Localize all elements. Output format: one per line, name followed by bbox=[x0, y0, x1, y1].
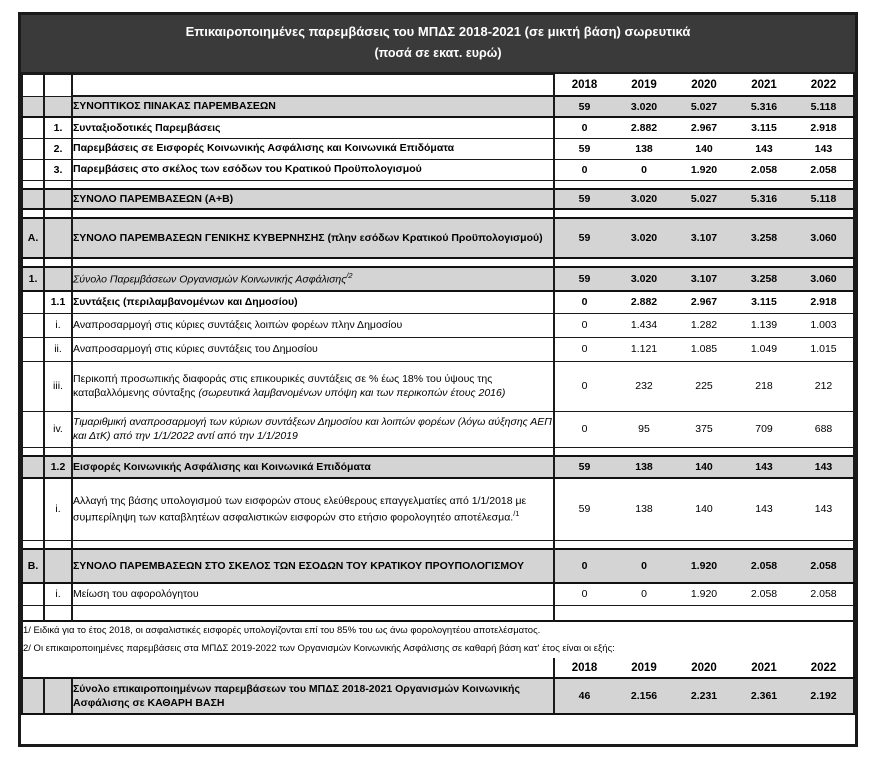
row-label: Εισφορές Κοινωνικής Ασφάλισης και Κοινωνικά Επιδόματα bbox=[72, 456, 554, 478]
spacer-cell bbox=[674, 209, 734, 218]
row-label: ΣΥΝΟΛΟ ΠΑΡΕΜΒΑΣΕΩΝ ΓΕΝΙΚΗΣ ΚΥΒΕΡΝΗΣΗΣ (πλην εσόδων Κρατικού Προϋπολογισμού) bbox=[72, 218, 554, 258]
row-index-a: Α. bbox=[22, 218, 44, 258]
bottom-year-header-row bbox=[22, 658, 854, 678]
table-row bbox=[22, 117, 854, 138]
spacer-cell bbox=[794, 258, 854, 267]
table-row bbox=[22, 96, 854, 117]
bottom-year-header-2018: 2018 bbox=[554, 658, 614, 678]
row-value-2020: 1.920 bbox=[674, 159, 734, 180]
row-value-2022: 5.118 bbox=[794, 96, 854, 117]
spacer-cell bbox=[614, 605, 674, 621]
row-index-a: 1. bbox=[22, 267, 44, 291]
spacer-row bbox=[22, 605, 854, 621]
row-index-b: 2. bbox=[44, 138, 72, 159]
row-value-2021: 5.316 bbox=[734, 189, 794, 209]
row-value-2022: 1.015 bbox=[794, 337, 854, 361]
spacer-cell bbox=[554, 180, 614, 189]
row-value-2021: 2.058 bbox=[734, 549, 794, 583]
spacer-row bbox=[22, 209, 854, 218]
spacer-cell bbox=[72, 209, 554, 218]
row-value-2020: 3.107 bbox=[674, 267, 734, 291]
row-value-2020: 375 bbox=[674, 411, 734, 447]
spacer-cell bbox=[44, 209, 72, 218]
table-row bbox=[22, 313, 854, 337]
row-value-2020: 2.967 bbox=[674, 117, 734, 138]
row-value-2018: 59 bbox=[554, 267, 614, 291]
spacer-cell bbox=[794, 605, 854, 621]
spacer-cell bbox=[794, 540, 854, 549]
bottom-row-value-2021: 2.361 bbox=[734, 678, 794, 714]
table-row bbox=[22, 411, 854, 447]
table-row bbox=[22, 218, 854, 258]
bottom-row-value-2022: 2.192 bbox=[794, 678, 854, 714]
row-value-2019: 95 bbox=[614, 411, 674, 447]
row-value-2022: 143 bbox=[794, 456, 854, 478]
row-value-2019: 0 bbox=[614, 583, 674, 605]
spacer-row bbox=[22, 540, 854, 549]
title-line-2: (ποσά σε εκατ. ευρώ) bbox=[374, 46, 502, 61]
row-value-2018: 59 bbox=[554, 478, 614, 540]
spacer-cell bbox=[72, 540, 554, 549]
row-value-2022: 3.060 bbox=[794, 218, 854, 258]
row-label: Αναπροσαρμογή στις κύριες συντάξεις του Δημοσίου bbox=[72, 337, 554, 361]
row-value-2022: 5.118 bbox=[794, 189, 854, 209]
row-value-2018: 0 bbox=[554, 291, 614, 313]
row-label: Συνταξιοδοτικές Παρεμβάσεις bbox=[72, 117, 554, 138]
row-value-2019: 232 bbox=[614, 361, 674, 411]
row-value-2021: 3.115 bbox=[734, 291, 794, 313]
row-index-a bbox=[22, 478, 44, 540]
row-index-a bbox=[22, 583, 44, 605]
bottom-row-label: Σύνολο επικαιροποιημένων παρεμβάσεων του ΜΠΔΣ 2018-2021 Οργανισμών Κοινωνικής Ασφάλισης σε ΚΑΘΑΡΗ ΒΑΣΗ bbox=[72, 678, 554, 714]
spacer-cell bbox=[44, 540, 72, 549]
row-index-a bbox=[22, 291, 44, 313]
row-label: Μείωση του αφορολόγητου bbox=[72, 583, 554, 605]
row-index-b: 1.2 bbox=[44, 456, 72, 478]
row-value-2019: 3.020 bbox=[614, 96, 674, 117]
row-value-2021: 5.316 bbox=[734, 96, 794, 117]
bottom-header-spacer-a bbox=[22, 658, 44, 678]
row-value-2020: 140 bbox=[674, 138, 734, 159]
spacer-cell bbox=[794, 209, 854, 218]
row-value-2021: 3.258 bbox=[734, 218, 794, 258]
spacer-cell bbox=[72, 180, 554, 189]
row-value-2019: 3.020 bbox=[614, 267, 674, 291]
row-value-2022: 143 bbox=[794, 478, 854, 540]
table-frame bbox=[18, 12, 858, 747]
row-label-text: Περικοπή προσωπικής διαφοράς στις επικουρικές συντάξεις σε % έως 18% του ύψους της καταβαλλόμενης σύνταξης bbox=[73, 372, 493, 400]
row-value-2021: 1.049 bbox=[734, 337, 794, 361]
row-value-2022: 1.003 bbox=[794, 313, 854, 337]
row-label: Αναπροσαρμογή στις κύριες συντάξεις λοιπών φορέων πλην Δημοσίου bbox=[72, 313, 554, 337]
table-row bbox=[22, 361, 854, 411]
row-index-b bbox=[44, 96, 72, 117]
row-value-2018: 59 bbox=[554, 456, 614, 478]
spacer-cell bbox=[22, 209, 44, 218]
spacer-cell bbox=[22, 258, 44, 267]
spacer-cell bbox=[674, 447, 734, 456]
year-header-2021: 2021 bbox=[734, 74, 794, 96]
spacer-cell bbox=[22, 605, 44, 621]
spacer-cell bbox=[734, 180, 794, 189]
row-label bbox=[72, 478, 554, 540]
bottom-table-row bbox=[22, 678, 854, 714]
row-value-2022: 143 bbox=[794, 138, 854, 159]
spacer-cell bbox=[22, 180, 44, 189]
row-value-2018: 0 bbox=[554, 549, 614, 583]
row-value-2018: 59 bbox=[554, 218, 614, 258]
spacer-cell bbox=[734, 540, 794, 549]
bottom-row-index-a bbox=[22, 678, 44, 714]
row-value-2020: 140 bbox=[674, 478, 734, 540]
row-value-2018: 0 bbox=[554, 337, 614, 361]
row-index-a bbox=[22, 361, 44, 411]
spacer-cell bbox=[734, 258, 794, 267]
row-value-2021: 218 bbox=[734, 361, 794, 411]
header-spacer-text bbox=[72, 74, 554, 96]
row-index-b: iv. bbox=[44, 411, 72, 447]
header-spacer-b bbox=[44, 74, 72, 96]
row-value-2018: 0 bbox=[554, 361, 614, 411]
row-label-text: Σύνολο Παρεμβάσεων Οργανισμών Κοινωνικής Ασφάλισης bbox=[73, 273, 347, 286]
row-index-a bbox=[22, 456, 44, 478]
row-index-b: ii. bbox=[44, 337, 72, 361]
row-value-2019: 2.882 bbox=[614, 117, 674, 138]
row-index-b: i. bbox=[44, 583, 72, 605]
row-label: Συντάξεις (περιλαμβανομένων και Δημοσίου) bbox=[72, 291, 554, 313]
row-label: Παρεμβάσεις σε Εισφορές Κοινωνικής Ασφάλισης και Κοινωνικά Επιδόματα bbox=[72, 138, 554, 159]
row-value-2021: 2.058 bbox=[734, 159, 794, 180]
row-index-b: i. bbox=[44, 478, 72, 540]
row-index-b bbox=[44, 218, 72, 258]
row-value-2020: 1.920 bbox=[674, 549, 734, 583]
row-value-2019: 0 bbox=[614, 549, 674, 583]
row-index-b: 3. bbox=[44, 159, 72, 180]
spacer-cell bbox=[794, 180, 854, 189]
row-index-a bbox=[22, 138, 44, 159]
row-value-2021: 143 bbox=[734, 456, 794, 478]
row-value-2018: 0 bbox=[554, 159, 614, 180]
row-value-2022: 688 bbox=[794, 411, 854, 447]
row-label: Τιμαριθμική αναπροσαρμογή των κύριων συντάξεων Δημοσίου και λοιπών φορέων (λόγω αύξησης ΑΕΠ και ΔτΚ) από την 1/1/2022 αντί από την 1/1/2019 bbox=[72, 411, 554, 447]
row-value-2019: 138 bbox=[614, 456, 674, 478]
spacer-cell bbox=[674, 258, 734, 267]
row-value-2021: 143 bbox=[734, 138, 794, 159]
spacer-cell bbox=[734, 605, 794, 621]
row-index-a bbox=[22, 337, 44, 361]
spacer-row bbox=[22, 258, 854, 267]
interventions-table bbox=[21, 74, 855, 716]
spacer-cell bbox=[734, 209, 794, 218]
row-value-2020: 2.967 bbox=[674, 291, 734, 313]
row-label: Παρεμβάσεις στο σκέλος των εσόδων του Κρατικού Προϋπολογισμού bbox=[72, 159, 554, 180]
row-label: ΣΥΝΟΠΤΙΚΟΣ ΠΙΝΑΚΑΣ ΠΑΡΕΜΒΑΣΕΩΝ bbox=[72, 96, 554, 117]
bottom-row-value-2018: 46 bbox=[554, 678, 614, 714]
row-value-2022: 212 bbox=[794, 361, 854, 411]
bottom-year-header-2019: 2019 bbox=[614, 658, 674, 678]
bottom-row-value-2020: 2.231 bbox=[674, 678, 734, 714]
row-value-2019: 0 bbox=[614, 159, 674, 180]
row-value-2018: 0 bbox=[554, 117, 614, 138]
year-header-2019: 2019 bbox=[614, 74, 674, 96]
row-index-a bbox=[22, 189, 44, 209]
row-value-2018: 0 bbox=[554, 583, 614, 605]
spacer-cell bbox=[72, 258, 554, 267]
row-value-2018: 59 bbox=[554, 189, 614, 209]
row-value-2019: 3.020 bbox=[614, 218, 674, 258]
spacer-row bbox=[22, 447, 854, 456]
spacer-cell bbox=[72, 447, 554, 456]
row-value-2019: 138 bbox=[614, 138, 674, 159]
spacer-cell bbox=[614, 258, 674, 267]
bottom-header-spacer-b bbox=[44, 658, 72, 678]
row-label: ΣΥΝΟΛΟ ΠΑΡΕΜΒΑΣΕΩΝ (Α+Β) bbox=[72, 189, 554, 209]
footnotes-row bbox=[22, 621, 854, 658]
table-row bbox=[22, 291, 854, 313]
row-value-2019: 1.121 bbox=[614, 337, 674, 361]
row-value-2022: 2.058 bbox=[794, 159, 854, 180]
row-index-a bbox=[22, 159, 44, 180]
row-value-2021: 3.258 bbox=[734, 267, 794, 291]
row-index-a bbox=[22, 313, 44, 337]
row-value-2018: 59 bbox=[554, 96, 614, 117]
table-row bbox=[22, 159, 854, 180]
spacer-cell bbox=[554, 447, 614, 456]
row-index-a bbox=[22, 96, 44, 117]
bottom-header-spacer-text bbox=[72, 658, 554, 678]
row-value-2020: 140 bbox=[674, 456, 734, 478]
row-index-b: iii. bbox=[44, 361, 72, 411]
title-line-1: Επικαιροποιημένες παρεμβάσεις του ΜΠΔΣ 2018-2021 (σε μικτή βάση) σωρευτικά bbox=[185, 24, 691, 39]
row-value-2018: 59 bbox=[554, 138, 614, 159]
spacer-cell bbox=[22, 447, 44, 456]
table-row bbox=[22, 267, 854, 291]
row-value-2020: 1.085 bbox=[674, 337, 734, 361]
row-value-2018: 0 bbox=[554, 411, 614, 447]
bottom-row-index-b bbox=[44, 678, 72, 714]
footnote-1: 1/ Ειδικά για το έτος 2018, οι ασφαλιστικές εισφορές υπολογίζονται επί του 85% του ως άνω φορολογητέου αποτελέσματος. bbox=[23, 625, 541, 637]
spacer-cell bbox=[554, 605, 614, 621]
row-index-b bbox=[44, 189, 72, 209]
table-row bbox=[22, 189, 854, 209]
spacer-cell bbox=[554, 209, 614, 218]
row-index-b bbox=[44, 549, 72, 583]
spacer-row bbox=[22, 180, 854, 189]
row-value-2021: 2.058 bbox=[734, 583, 794, 605]
spacer-cell bbox=[44, 605, 72, 621]
row-value-2022: 2.918 bbox=[794, 117, 854, 138]
year-header-2022: 2022 bbox=[794, 74, 854, 96]
footnote-2: 2/ Οι επικαιροποιημένες παρεμβάσεις στα ΜΠΔΣ 2019-2022 των Οργανισμών Κοινωνικής Ασφάλισης σε καθαρή βάση κατ' έτος είναι οι εξής: bbox=[23, 643, 615, 655]
spacer-cell bbox=[554, 540, 614, 549]
spacer-cell bbox=[614, 447, 674, 456]
row-index-a bbox=[22, 117, 44, 138]
row-value-2022: 2.058 bbox=[794, 549, 854, 583]
row-label-superscript: /1 bbox=[513, 508, 520, 518]
row-index-b: 1. bbox=[44, 117, 72, 138]
spacer-cell bbox=[674, 540, 734, 549]
spacer-cell bbox=[614, 540, 674, 549]
bottom-year-header-2021: 2021 bbox=[734, 658, 794, 678]
spacer-cell bbox=[44, 180, 72, 189]
row-value-2020: 3.107 bbox=[674, 218, 734, 258]
row-label: ΣΥΝΟΛΟ ΠΑΡΕΜΒΑΣΕΩΝ ΣΤΟ ΣΚΕΛΟΣ ΤΩΝ ΕΣΟΔΩΝ ΤΟΥ ΚΡΑΤΙΚΟΥ ΠΡΟΥΠΟΛΟΓΙΣΜΟΥ bbox=[72, 549, 554, 583]
spacer-cell bbox=[734, 447, 794, 456]
spacer-cell bbox=[614, 180, 674, 189]
row-label bbox=[72, 361, 554, 411]
row-value-2022: 2.918 bbox=[794, 291, 854, 313]
row-label-superscript: /2 bbox=[346, 271, 353, 281]
spacer-cell bbox=[44, 447, 72, 456]
spacer-cell bbox=[44, 258, 72, 267]
row-value-2021: 709 bbox=[734, 411, 794, 447]
row-index-b: i. bbox=[44, 313, 72, 337]
table-title bbox=[21, 15, 855, 74]
row-value-2022: 3.060 bbox=[794, 267, 854, 291]
row-index-a: Β. bbox=[22, 549, 44, 583]
year-header-row bbox=[22, 74, 854, 96]
row-value-2020: 225 bbox=[674, 361, 734, 411]
row-value-2021: 143 bbox=[734, 478, 794, 540]
table-row bbox=[22, 549, 854, 583]
row-value-2022: 2.058 bbox=[794, 583, 854, 605]
row-index-b: 1.1 bbox=[44, 291, 72, 313]
row-value-2020: 5.027 bbox=[674, 189, 734, 209]
spacer-cell bbox=[554, 258, 614, 267]
spacer-cell bbox=[22, 540, 44, 549]
row-value-2018: 0 bbox=[554, 313, 614, 337]
row-value-2020: 5.027 bbox=[674, 96, 734, 117]
row-label bbox=[72, 267, 554, 291]
row-index-b bbox=[44, 267, 72, 291]
table-row bbox=[22, 138, 854, 159]
row-value-2020: 1.920 bbox=[674, 583, 734, 605]
spacer-cell bbox=[614, 209, 674, 218]
row-index-a bbox=[22, 411, 44, 447]
row-value-2019: 2.882 bbox=[614, 291, 674, 313]
table-row bbox=[22, 337, 854, 361]
table-row bbox=[22, 456, 854, 478]
row-value-2020: 1.282 bbox=[674, 313, 734, 337]
bottom-year-header-2022: 2022 bbox=[794, 658, 854, 678]
spacer-cell bbox=[72, 605, 554, 621]
spacer-cell bbox=[674, 605, 734, 621]
row-label-text: Αλλαγή της βάσης υπολογισμού των εισφορών στους ελεύθερους επαγγελματίες από 1/1/2018 με συμπερίληψη των καταβλητέων ασφαλιστικών εισφορών στο ετήσιο φορολογητέο αποτέλεσμα. bbox=[73, 495, 527, 524]
row-value-2021: 3.115 bbox=[734, 117, 794, 138]
row-value-2019: 3.020 bbox=[614, 189, 674, 209]
bottom-row-value-2019: 2.156 bbox=[614, 678, 674, 714]
bottom-year-header-2020: 2020 bbox=[674, 658, 734, 678]
header-spacer-a bbox=[22, 74, 44, 96]
year-header-2020: 2020 bbox=[674, 74, 734, 96]
spacer-cell bbox=[794, 447, 854, 456]
row-value-2021: 1.139 bbox=[734, 313, 794, 337]
row-value-2019: 1.434 bbox=[614, 313, 674, 337]
row-value-2019: 138 bbox=[614, 478, 674, 540]
year-header-2018: 2018 bbox=[554, 74, 614, 96]
row-label-italic: (σωρευτικά λαμβανομένων υπόψη και των περικοπών έτους 2016) bbox=[198, 387, 506, 400]
table-row bbox=[22, 583, 854, 605]
spacer-cell bbox=[674, 180, 734, 189]
table-row bbox=[22, 478, 854, 540]
footnotes bbox=[22, 621, 854, 658]
